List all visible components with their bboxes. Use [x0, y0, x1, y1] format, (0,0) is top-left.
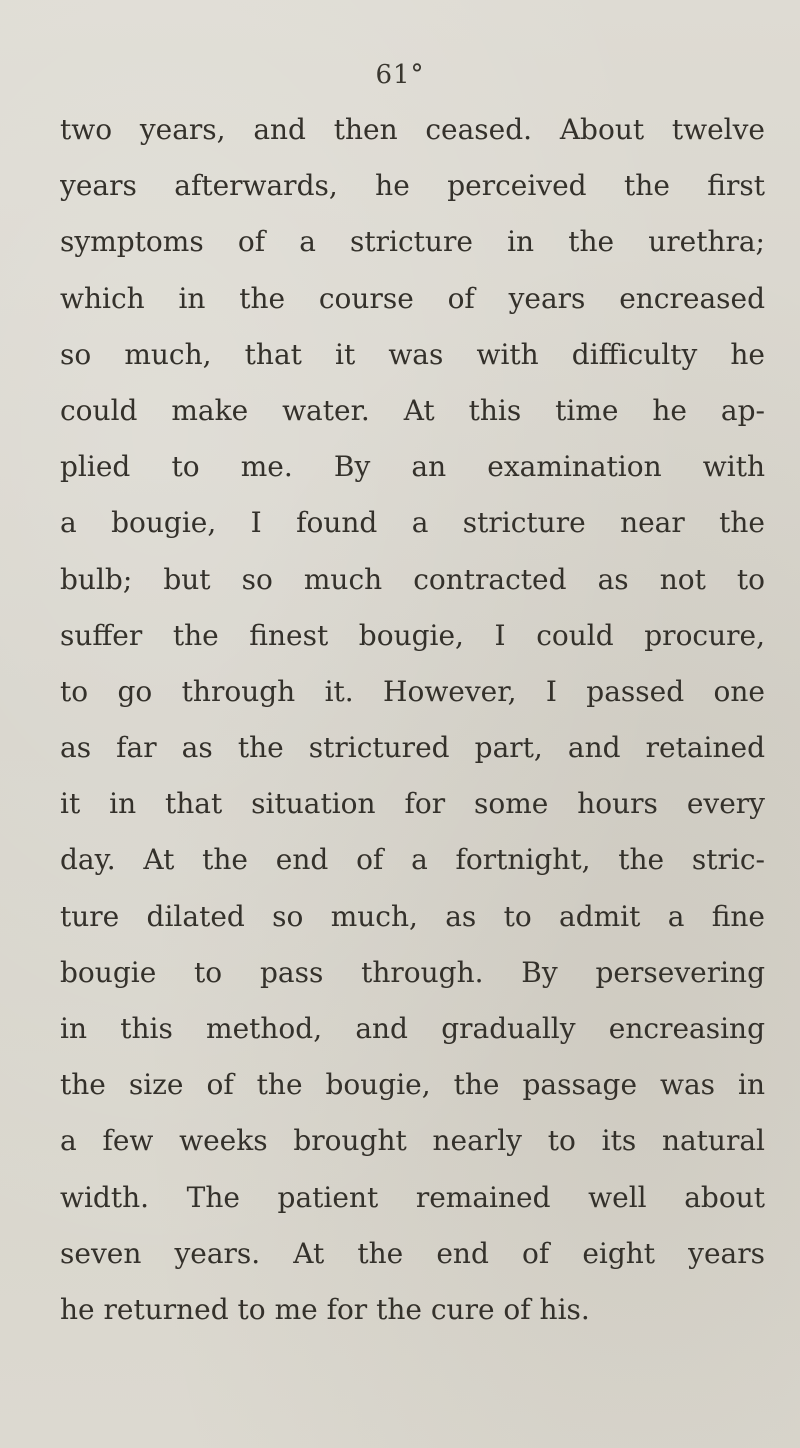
text-line: symptoms of a stricture in the urethra;	[60, 225, 765, 259]
text-line: a bougie, I found a stricture near the	[60, 506, 765, 540]
text-line: so much, that it was with difficulty he	[60, 337, 765, 371]
text-line: suffer the finest bougie, I could procure,	[60, 618, 765, 652]
text-line: seven years. At the end of eight years	[60, 1236, 765, 1270]
text-line: he returned to me for the cure of his.	[60, 1292, 590, 1326]
text-line: bulb; but so much contracted as not to	[60, 562, 765, 596]
text-line: to go through it. However, I passed one	[60, 674, 765, 708]
text-line: ture dilated so much, as to admit a fine	[60, 899, 765, 933]
text-line: could make water. At this time he ap-	[60, 393, 765, 427]
text-line: two years, and then ceased. About twelve	[60, 113, 765, 146]
text-line: in this method, and gradually encreasing	[60, 1012, 765, 1045]
text-line: it in that situation for some hours every	[60, 787, 765, 821]
text-line: a few weeks brought nearly to its natural	[60, 1124, 765, 1158]
body-text	[60, 102, 765, 1338]
text-line: as far as the strictured part, and retained	[60, 731, 765, 765]
text-line: the size of the bougie, the passage was in	[60, 1068, 765, 1102]
text-line: day. At the end of a fortnight, the stric-	[60, 843, 765, 877]
text-line: width. The patient remained well about	[60, 1180, 765, 1214]
text-line: plied to me. By an examination with	[60, 450, 765, 484]
page-number: 61°	[375, 60, 425, 90]
text-line: bougie to pass through. By persevering	[60, 955, 765, 989]
text-line: years afterwards, he perceived the first	[60, 169, 765, 203]
text-line: which in the course of years encreased	[60, 281, 765, 315]
